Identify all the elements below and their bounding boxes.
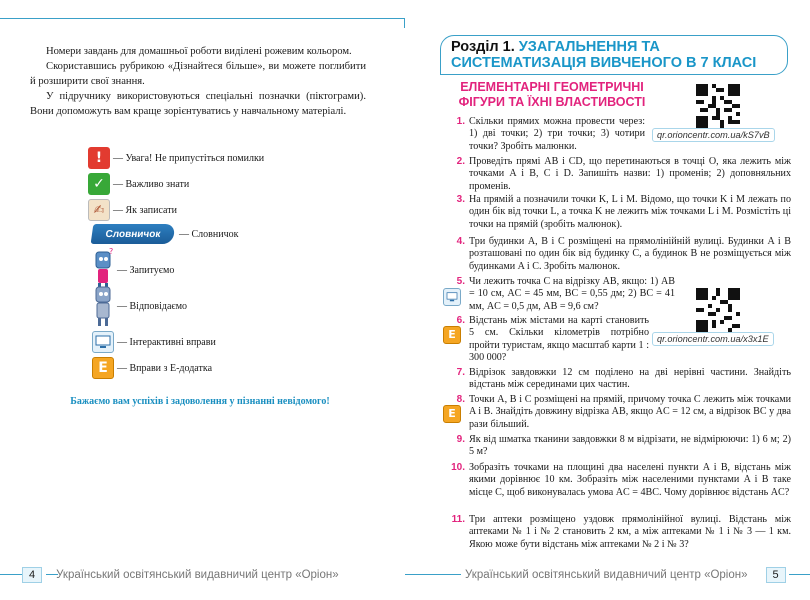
section-header [440, 35, 788, 75]
legend-label: — Запитуємо [117, 264, 175, 276]
task-number: 6. [456, 315, 465, 326]
intro-paragraph: Скориставшись рубрикою «Дізнайтеся більше», ви можете поглибити й розширити свої знання. [30, 61, 366, 87]
legend-item-interactive [92, 331, 216, 353]
publisher-name: Український освітянський видавничий центр «Оріон» [56, 569, 339, 581]
task-text: Три будинки A, B і C розміщені на прямолінійній вулиці. Будинки A і B розташовані по один бік від будинку C, а будинок B не розміщується між будинками A і C. Зробіть малюнок. [469, 236, 791, 272]
qr-code[interactable] [696, 288, 740, 332]
legend-label: — Словничок [179, 228, 239, 240]
legend-item-dictionary [92, 224, 238, 244]
task-number: 9. [456, 434, 465, 445]
task-number: 1. [456, 116, 465, 127]
legend-item-warning [88, 147, 264, 169]
task-number: 4. [456, 236, 465, 247]
legend-item-how-to-write [88, 199, 177, 221]
warning-icon: ! [88, 147, 110, 169]
dictionary-icon [91, 224, 176, 244]
intro-text [30, 44, 366, 119]
qr-link[interactable]: qr.orioncentr.com.ua/kS7vB [652, 128, 775, 142]
qr-code[interactable] [696, 84, 740, 128]
footer-right [465, 567, 786, 583]
checkmark-icon: ✓ [88, 173, 110, 195]
qr-link[interactable]: qr.orioncentr.com.ua/x3x1E [652, 332, 774, 346]
footer-line [0, 574, 22, 575]
task-text: Відрізок завдовжки 12 см поділено на дві нерівні частини. Знайдіть відстань між серединами цих частин. [469, 367, 791, 391]
robot-answer-icon [92, 284, 114, 328]
legend-label: — Інтерактивні вправи [117, 336, 216, 348]
task-text: Чи лежить точка C на відрізку AB, якщо: 1) AB = 10 см, AC = 45 мм, BC = 0,55 дм; 2) BC = 41 мм, AC = 0,5 дм, AB = 9,6 см? [469, 276, 675, 312]
legend-item-important [88, 173, 189, 195]
task-text: Проведіть прямі AB і CD, що перетинаються в точці O, яка лежить між точками A і B, C і D. Запишіть назви: 1) променів; 2) доповняльних променів. [469, 156, 791, 192]
legend-label: — Як записати [113, 204, 177, 216]
task-number: 10. [451, 462, 465, 473]
page-number: 5 [766, 567, 786, 583]
page-number: 4 [22, 567, 42, 583]
intro-paragraph: Номери завдань для домашньої роботи виділені рожевим кольором. [46, 46, 352, 57]
dictionary-icon-label: Словничок [104, 228, 162, 240]
computer-icon [92, 331, 114, 353]
task-text: На прямій a позначили точки K, L і M. Відомо, що точки K і M лежать по один бік від точки L, а точка K не лежить між точками L і M. Розмістіть ці точки на прямій (зробіть малюнок). [469, 194, 791, 230]
legend-label: — Увага! Не припустіться помилки [113, 152, 265, 164]
task-text: Точки A, B і C розміщені на прямій, причому точка C лежить між точками A і B. Знайдіть довжину відрізка AB, якщо AC = 12 см, а відрізок BC у два рази більший. [469, 394, 791, 430]
right-page [405, 0, 810, 600]
task-number: 8. [456, 394, 465, 405]
task-text: Три аптеки розміщено уздовж прямолінійної вулиці. Відстань між аптеками № 1 і № 2 становить 2 км, а між аптеками № 1 і № 3 — 1 км. Якою може бути відстань між аптеками № 2 і № 3? [469, 514, 791, 550]
legend-label: — Вправи з Е-додатка [117, 362, 213, 374]
section-title: УЗАГАЛЬНЕННЯ ТА СИСТЕМАТИЗАЦІЯ ВИВЧЕНОГО В 7 КЛАСІ [451, 39, 757, 71]
footer-line [405, 574, 461, 575]
task-text: Скільки прямих можна провести через: 1) дві точки; 2) три точки; 3) чотири точки? Зробіть малюнки. [469, 116, 645, 152]
task-text: Як від шматка тканини завдовжки 8 м відрізати, не відмірюючи: 1) 6 м; 2) 5 м? [469, 434, 791, 458]
section-label: Розділ 1. [451, 39, 515, 55]
svg-text:?: ? [109, 248, 114, 256]
legend-label: — Відповідаємо [117, 300, 188, 312]
legend-label: — Важливо знати [113, 178, 190, 190]
legend-item-e-supplement [92, 357, 212, 379]
task-text: Зобразіть точками на площині два населені пункти A і B, відстань між якими дорівнює 10 км. Зобразіть між населеними пунктами A і B таке місце C, щоб виконувалась умова AC = 4BC. Чому дорівнює відстань AC? [469, 462, 791, 498]
e-supplement-icon[interactable]: E [443, 326, 461, 344]
task-number: 7. [456, 367, 465, 378]
top-border-line [0, 18, 405, 28]
task-number: 2. [456, 156, 465, 167]
task-number: 5. [456, 276, 465, 287]
writing-hand-icon: ✍ [88, 199, 110, 221]
publisher-name: Український освітянський видавничий центр «Оріон» [465, 569, 748, 581]
task-text: Відстань між містами на карті становить 5 см. Скільки кілометрів потрібно пройти туристам, якщо масштаб карти 1 : 300 000? [469, 315, 649, 364]
e-supplement-icon[interactable]: E [443, 405, 461, 423]
intro-paragraph: У підручнику використовуються спеціальні позначки (піктограми). Вони допоможуть вам краще зорієнтуватись у навчальному матеріалі. [30, 91, 366, 117]
task-number: 3. [456, 194, 465, 205]
legend-item-answer [92, 284, 187, 328]
topic-title: ЕЛЕМЕНТАРНІ ГЕОМЕТРИЧНІ ФІГУРИ ТА ЇХНІ ВЛАСТИВОСТІ [458, 80, 646, 109]
e-supplement-icon: E [92, 357, 114, 379]
task-number: 11. [451, 514, 465, 525]
computer-icon[interactable] [443, 288, 461, 306]
wish-text: Бажаємо вам успіхів і задоволення у пізнанні невідомого! [70, 396, 330, 407]
footer-line [789, 574, 810, 575]
footer-left [22, 567, 339, 583]
